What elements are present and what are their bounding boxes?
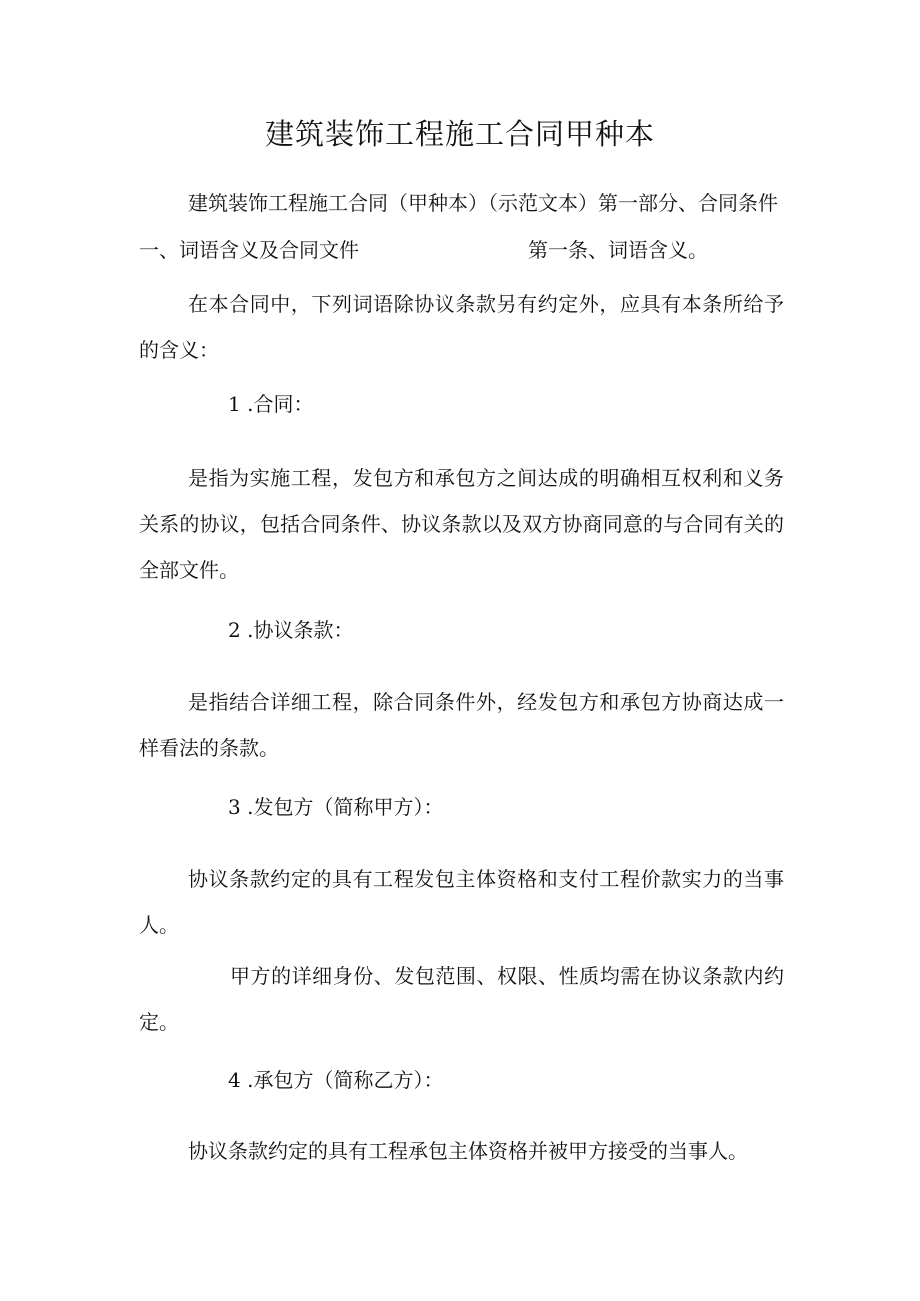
item-3-body: 协议条款约定的具有工程发包主体资格和支付工程价款实力的当事人。 bbox=[139, 867, 784, 937]
section-heading-right: 第一条、词语含义。 bbox=[528, 238, 708, 262]
section-heading-left: 一、词语含义及合同文件 bbox=[139, 238, 359, 262]
item-3-note: 甲方的详细身份、发包范围、权限、性质均需在协议条款内约定。 bbox=[139, 964, 784, 1034]
document-title: 建筑装饰工程施工合同甲种本 bbox=[264, 117, 655, 151]
item-2-heading: 2 .协议条款： bbox=[228, 618, 354, 642]
item-4-heading: 4 .承包方（简称乙方）： bbox=[228, 1068, 444, 1092]
item-1-heading: 1 .合同： bbox=[228, 392, 314, 416]
item-4-body: 协议条款约定的具有工程承包主体资格并被甲方接受的当事人。 bbox=[188, 1139, 748, 1163]
item-2-body: 是指结合详细工程，除合同条件外，经发包方和承包方协商达成一样看法的条款。 bbox=[139, 690, 784, 760]
item-3-heading: 3 .发包方（简称甲方）： bbox=[228, 795, 444, 819]
intro-line: 建筑装饰工程施工合同（甲种本）（示范文本）第一部分、合同条件 bbox=[188, 191, 778, 215]
definitions-paragraph: 在本合同中，下列词语除协议条款另有约定外，应具有本条所给予的含义： bbox=[139, 292, 784, 362]
item-1-body: 是指为实施工程，发包方和承包方之间达成的明确相互权利和义务关系的协议，包括合同条件、协议条款以及双方协商同意的与合同有关的全部文件。 bbox=[139, 466, 784, 582]
